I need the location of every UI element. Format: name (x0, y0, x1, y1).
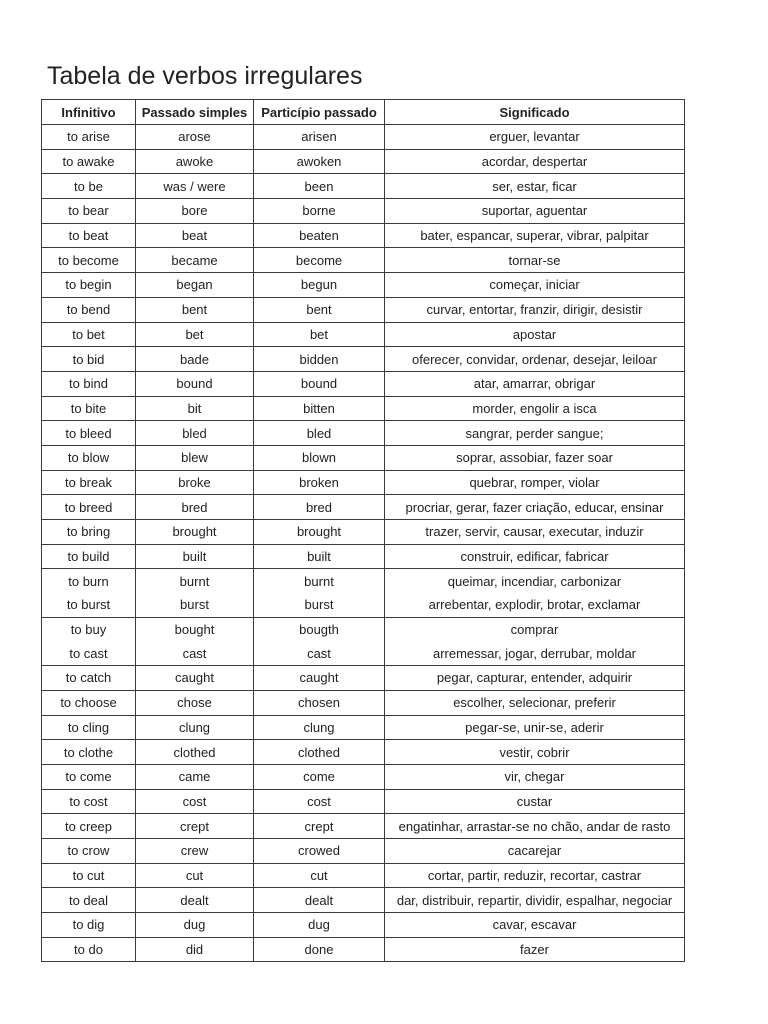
simple-past-cell: dug (136, 913, 254, 938)
meaning-cell: construir, edificar, fabricar (385, 544, 685, 569)
simple-past-cell: beat (136, 223, 254, 248)
table-row (42, 544, 685, 569)
past-participle-cell: bound (254, 371, 385, 396)
simple-past-cell: cost (136, 789, 254, 814)
past-participle-cell: bled (254, 421, 385, 446)
infinitive-cell: to become (42, 248, 136, 273)
past-participle-cell: awoken (254, 149, 385, 174)
infinitive-cell: to burn (42, 569, 136, 593)
table-row (42, 125, 685, 150)
table-row (42, 199, 685, 224)
past-participle-cell: dealt (254, 888, 385, 913)
past-participle-cell: cut (254, 863, 385, 888)
table-row (42, 371, 685, 396)
table-row (42, 445, 685, 470)
infinitive-cell: to catch (42, 666, 136, 691)
meaning-cell: tornar-se (385, 248, 685, 273)
past-participle-cell: beaten (254, 223, 385, 248)
table-row (42, 666, 685, 691)
infinitive-cell: to bind (42, 371, 136, 396)
table-row (42, 863, 685, 888)
meaning-cell: começar, iniciar (385, 273, 685, 298)
infinitive-cell: to arise (42, 125, 136, 150)
table-row (42, 495, 685, 520)
table-row (42, 715, 685, 740)
meaning-cell: cavar, escavar (385, 913, 685, 938)
infinitive-cell: to cost (42, 789, 136, 814)
simple-past-cell: broke (136, 470, 254, 495)
table-row (42, 888, 685, 913)
infinitive-cell: to cast (42, 641, 136, 665)
simple-past-cell: cast (136, 641, 254, 665)
infinitive-cell: to come (42, 764, 136, 789)
header-past-participle: Particípio passado (254, 100, 385, 125)
past-participle-cell: burnt (254, 569, 385, 593)
meaning-cell: comprar (385, 617, 685, 641)
simple-past-cell: arose (136, 125, 254, 150)
meaning-cell: pegar-se, unir-se, aderir (385, 715, 685, 740)
simple-past-cell: built (136, 544, 254, 569)
simple-past-cell: bought (136, 617, 254, 641)
infinitive-cell: to dig (42, 913, 136, 938)
simple-past-cell: chose (136, 690, 254, 715)
table-row (42, 396, 685, 421)
meaning-cell: engatinhar, arrastar-se no chão, andar de rasto (385, 814, 685, 839)
simple-past-cell: bred (136, 495, 254, 520)
infinitive-cell: to beat (42, 223, 136, 248)
simple-past-cell: burnt (136, 569, 254, 593)
past-participle-cell: built (254, 544, 385, 569)
simple-past-cell: caught (136, 666, 254, 691)
infinitive-cell: to break (42, 470, 136, 495)
simple-past-cell: dealt (136, 888, 254, 913)
past-participle-cell: arisen (254, 125, 385, 150)
header-simple-past: Passado simples (136, 100, 254, 125)
past-participle-cell: caught (254, 666, 385, 691)
meaning-cell: procriar, gerar, fazer criação, educar, ensinar (385, 495, 685, 520)
past-participle-cell: cast (254, 641, 385, 665)
table-row (42, 690, 685, 715)
meaning-cell: queimar, incendiar, carbonizar (385, 569, 685, 593)
past-participle-cell: chosen (254, 690, 385, 715)
meaning-cell: pegar, capturar, entender, adquirir (385, 666, 685, 691)
irregular-verbs-table (41, 99, 685, 962)
past-participle-cell: bitten (254, 396, 385, 421)
past-participle-cell: crept (254, 814, 385, 839)
past-participle-cell: come (254, 764, 385, 789)
simple-past-cell: clothed (136, 740, 254, 765)
infinitive-cell: to creep (42, 814, 136, 839)
simple-past-cell: awoke (136, 149, 254, 174)
meaning-cell: ser, estar, ficar (385, 174, 685, 199)
meaning-cell: arremessar, jogar, derrubar, moldar (385, 641, 685, 665)
simple-past-cell: bled (136, 421, 254, 446)
simple-past-cell: bade (136, 347, 254, 372)
past-participle-cell: clung (254, 715, 385, 740)
simple-past-cell: came (136, 764, 254, 789)
past-participle-cell: bougth (254, 617, 385, 641)
infinitive-cell: to build (42, 544, 136, 569)
infinitive-cell: to do (42, 937, 136, 962)
past-participle-cell: broken (254, 470, 385, 495)
past-participle-cell: bent (254, 297, 385, 322)
simple-past-cell: blew (136, 445, 254, 470)
table-row (42, 223, 685, 248)
table-body (42, 125, 685, 962)
past-participle-cell: crowed (254, 838, 385, 863)
table-row (42, 764, 685, 789)
simple-past-cell: bent (136, 297, 254, 322)
table-header (42, 100, 685, 125)
meaning-cell: bater, espancar, superar, vibrar, palpitar (385, 223, 685, 248)
table-row (42, 593, 685, 617)
infinitive-cell: to cling (42, 715, 136, 740)
meaning-cell: arrebentar, explodir, brotar, exclamar (385, 593, 685, 617)
meaning-cell: sangrar, perder sangue; (385, 421, 685, 446)
infinitive-cell: to bring (42, 520, 136, 545)
infinitive-cell: to bet (42, 322, 136, 347)
infinitive-cell: to clothe (42, 740, 136, 765)
meaning-cell: vir, chegar (385, 764, 685, 789)
infinitive-cell: to burst (42, 593, 136, 617)
table-row (42, 814, 685, 839)
meaning-cell: suportar, aguentar (385, 199, 685, 224)
infinitive-cell: to bear (42, 199, 136, 224)
past-participle-cell: done (254, 937, 385, 962)
infinitive-cell: to blow (42, 445, 136, 470)
past-participle-cell: bet (254, 322, 385, 347)
table-row (42, 913, 685, 938)
past-participle-cell: been (254, 174, 385, 199)
past-participle-cell: burst (254, 593, 385, 617)
table-row (42, 322, 685, 347)
meaning-cell: acordar, despertar (385, 149, 685, 174)
past-participle-cell: borne (254, 199, 385, 224)
meaning-cell: erguer, levantar (385, 125, 685, 150)
meaning-cell: cortar, partir, reduzir, recortar, castrar (385, 863, 685, 888)
meaning-cell: fazer (385, 937, 685, 962)
simple-past-cell: crept (136, 814, 254, 839)
infinitive-cell: to choose (42, 690, 136, 715)
meaning-cell: morder, engolir a isca (385, 396, 685, 421)
meaning-cell: apostar (385, 322, 685, 347)
meaning-cell: curvar, entortar, franzir, dirigir, desistir (385, 297, 685, 322)
table-row (42, 470, 685, 495)
table-row (42, 149, 685, 174)
simple-past-cell: burst (136, 593, 254, 617)
table-row (42, 740, 685, 765)
page-title: Tabela de verbos irregulares (47, 62, 363, 90)
meaning-cell: quebrar, romper, violar (385, 470, 685, 495)
infinitive-cell: to bite (42, 396, 136, 421)
infinitive-cell: to cut (42, 863, 136, 888)
simple-past-cell: became (136, 248, 254, 273)
table-row (42, 838, 685, 863)
meaning-cell: escolher, selecionar, preferir (385, 690, 685, 715)
infinitive-cell: to bend (42, 297, 136, 322)
table-row (42, 789, 685, 814)
simple-past-cell: bore (136, 199, 254, 224)
infinitive-cell: to bid (42, 347, 136, 372)
table-row (42, 297, 685, 322)
past-participle-cell: begun (254, 273, 385, 298)
table-row (42, 641, 685, 665)
infinitive-cell: to buy (42, 617, 136, 641)
meaning-cell: custar (385, 789, 685, 814)
table-row (42, 347, 685, 372)
past-participle-cell: brought (254, 520, 385, 545)
simple-past-cell: crew (136, 838, 254, 863)
simple-past-cell: did (136, 937, 254, 962)
infinitive-cell: to breed (42, 495, 136, 520)
meaning-cell: cacarejar (385, 838, 685, 863)
simple-past-cell: brought (136, 520, 254, 545)
meaning-cell: trazer, servir, causar, executar, induzir (385, 520, 685, 545)
table-row (42, 174, 685, 199)
meaning-cell: atar, amarrar, obrigar (385, 371, 685, 396)
infinitive-cell: to begin (42, 273, 136, 298)
simple-past-cell: bit (136, 396, 254, 421)
past-participle-cell: clothed (254, 740, 385, 765)
simple-past-cell: began (136, 273, 254, 298)
past-participle-cell: dug (254, 913, 385, 938)
infinitive-cell: to awake (42, 149, 136, 174)
past-participle-cell: cost (254, 789, 385, 814)
past-participle-cell: blown (254, 445, 385, 470)
table-row (42, 520, 685, 545)
table-row (42, 937, 685, 962)
table-row (42, 273, 685, 298)
past-participle-cell: bred (254, 495, 385, 520)
infinitive-cell: to crow (42, 838, 136, 863)
table-row (42, 569, 685, 593)
header-infinitive: Infinitivo (42, 100, 136, 125)
meaning-cell: vestir, cobrir (385, 740, 685, 765)
header-meaning: Significado (385, 100, 685, 125)
infinitive-cell: to be (42, 174, 136, 199)
simple-past-cell: clung (136, 715, 254, 740)
infinitive-cell: to deal (42, 888, 136, 913)
table-row (42, 617, 685, 641)
meaning-cell: soprar, assobiar, fazer soar (385, 445, 685, 470)
past-participle-cell: become (254, 248, 385, 273)
infinitive-cell: to bleed (42, 421, 136, 446)
header-row (42, 100, 685, 125)
table-row (42, 421, 685, 446)
simple-past-cell: bound (136, 371, 254, 396)
meaning-cell: oferecer, convidar, ordenar, desejar, leiloar (385, 347, 685, 372)
table-row (42, 248, 685, 273)
simple-past-cell: was / were (136, 174, 254, 199)
simple-past-cell: bet (136, 322, 254, 347)
meaning-cell: dar, distribuir, repartir, dividir, espalhar, negociar (385, 888, 685, 913)
simple-past-cell: cut (136, 863, 254, 888)
past-participle-cell: bidden (254, 347, 385, 372)
